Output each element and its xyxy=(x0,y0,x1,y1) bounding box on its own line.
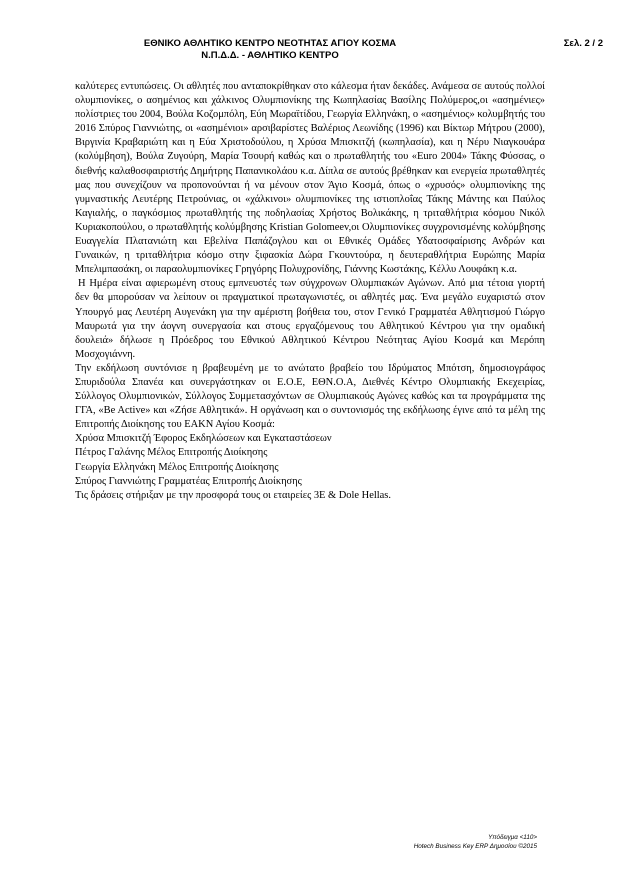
paragraph-dedication: Η Ημέρα είναι αφιερωμένη στους εμπνευστές των σύγχρονων Ολυμπιακών Αγώνων. Από μια τέτοια γιορτή δεν θα μπορούσαν να λείπουν οι πραγματικοί πρωταγωνιστές, οι αθλητές μας. Ένα μεγάλο ευχαριστώ στον Υπουργό μας Λευτέρη Αυγενάκη για την αμέριστη βοήθεια του, στον Γενικό Γραμματέα Αθλητισμού Γιώργο Μαυρωτά για την άογνη συνεργασία και στους εργαζόμενους του Αθλητικού Κέντρου για την ομαδική δουλειά» δήλωσε η Πρόεδρος του Εθνικού Αθλητικού Κέντρου Νεότητας Αγίου Κοσμά και Μερόπη Μοσχογιάννη. xyxy=(75,278,545,360)
committee-member-line: Πέτρος Γαλάνης Μέλος Επιτροπής Διοίκησης xyxy=(75,447,268,459)
software-credit: Hotech Business Key ERP Δημοσίου ©2015 xyxy=(413,842,537,850)
document-header-organization xyxy=(60,38,480,62)
committee-member-line: Γεωργία Ελληνάκη Μέλος Επιτροπής Διοίκησης xyxy=(75,461,279,473)
paragraph-athletes: καλύτερες εντυπώσεις. Οι αθλητές που ανταποκρίθηκαν στο κάλεσμα ήταν δεκάδες. Ανάμεσα σε αυτούς πολλοί ολυμπιονίκες, ο ασημένιος και χάλκινος Ολυμπιονίκης της Κωπηλασίας Βασίλης Πολύμερος,οι «ασημένιες» πολίστριες του 2004, Βούλα Κοζομπόλη, Εύη Μωραϊτίδου, Γεωργία Ελληνάκη, ο «ασημένιος» κολυμβητής του 2016 Σπύρος Γιαννιώτης, οι «ασημένιοι» αρσιβαρίστες Βαλέριος Λεωνίδης (1996) και Βίκτωρ Μήτρου (2000), Βιργινία Κραβαριώτη και η Εύα Χριστοδούλου, η Χρύσα Μπισκιτζή (κωπηλασία), και η Νέρυ Νιαγκουάρα (κολύμβηση), Βούλα Ζυγούρη, Μαρία Τσουρή καθώς και ο πρωταθλητής του «Euro 2004» Τάκης Φύσσας, ο διεθνής καλαθοσφαιριστής Δημήτρης Παπανικολάου κ.α. Δίπλα σε αυτούς βρέθηκαν και ενεργεία πρωταθλητές μας που συνεχίζουν να προπονούνται ή να μένουν στον Άγιο Κοσμά, όπως ο «χρυσός» ολυμπιονίκης της γυμναστικής Λευτέρης Πετρούνιας, οι «χάλκινοι» ολυμπιονίκες της ιστιοπλοΐας Τάκης Μάντης και Παύλος Καγιαλής, ο παγκόσμιος πρωταθλητής της ποδηλασίας Χρήστος Βολικάκης, η τριταθλήτρια κόσμου Νικόλ Κυριακοπούλου, ο πρωταθλητής κολύμβησης Kristian Golomeev,οι Ολυμπιονίκες συγχρονισμένης κολύμβησης Ευαγγελία Πλατανιώτη και Εβελίνα Παπάζογλου και οι Εθνικές Ομάδες Υδατοσφαίρισης Ανδρών και Γυναικών, η τριταθλήτρια κόσμο στην ξιφασκία Δώρα Γκουντούρα, η δευτεραθλήτρια Ευρώπης Μαρία Μπελιμπασάκη, οι παραολυμπιονίκες Γρηγόρης Πολυχρονίδης, Γιάννης Κωστάκης, Κέλλυ Λουφάκη κ.α. xyxy=(75,81,545,276)
committee-member-line: Χρύσα Μπισκιτζή Έφορος Εκδηλώσεων και Εγκαταστάσεων xyxy=(75,433,332,445)
template-code: Υπόδειγμα <110> xyxy=(488,834,537,841)
committee-member-line: Σπύρος Γιαννιώτης Γραμματέας Επιτροπής Διοίκησης xyxy=(75,475,302,487)
document-body xyxy=(75,80,545,503)
document-footer xyxy=(414,834,537,851)
paragraph-organization: Την εκδήλωση συντόνισε η βραβευμένη με το ανώτατο βραβείο του Ιδρύματος Μπότση, δημοσιογράφος Σπυριδούλα Σπανέα και συνεργάστηκαν οι Ε.Ο.Ε, ΕΘΝ.Ο.Α, Διεθνές Κέντρο Ολυμπιακής Εκεχειρίας, Σύλλογος Ολυμπιονικών, Σύλλογος Συμμετασχόντων σε Ολυμπιακούς Αγώνες καθώς και τα προγράμματα της ΓΓΑ, «Be Active» και «Ζήσε Αθλητικά». Η οργάνωση και ο συντονισμός της εκδήλωσης έγινε από τα μέλη της Επιτροπής Διοίκησης του ΕΑΚΝ Αγίου Κοσμά: xyxy=(75,362,545,431)
organization-name: ΕΘΝΙΚΟ ΑΘΛΗΤΙΚΟ ΚΕΝΤΡΟ ΝΕΟΤΗΤΑΣ ΑΓΙΟΥ ΚΟΣΜΑ xyxy=(143,38,397,49)
sponsors-line: Τις δράσεις στήριξαν με την προσφορά τους οι εταιρείες 3Ε & Dole Hellas. xyxy=(75,489,391,501)
page-number: Σελ. 2 / 2 xyxy=(563,38,603,49)
organization-subtitle: Ν.Π.Δ.Δ. - ΑΘΛΗΤΙΚΟ ΚΕΝΤΡΟ xyxy=(201,50,339,61)
